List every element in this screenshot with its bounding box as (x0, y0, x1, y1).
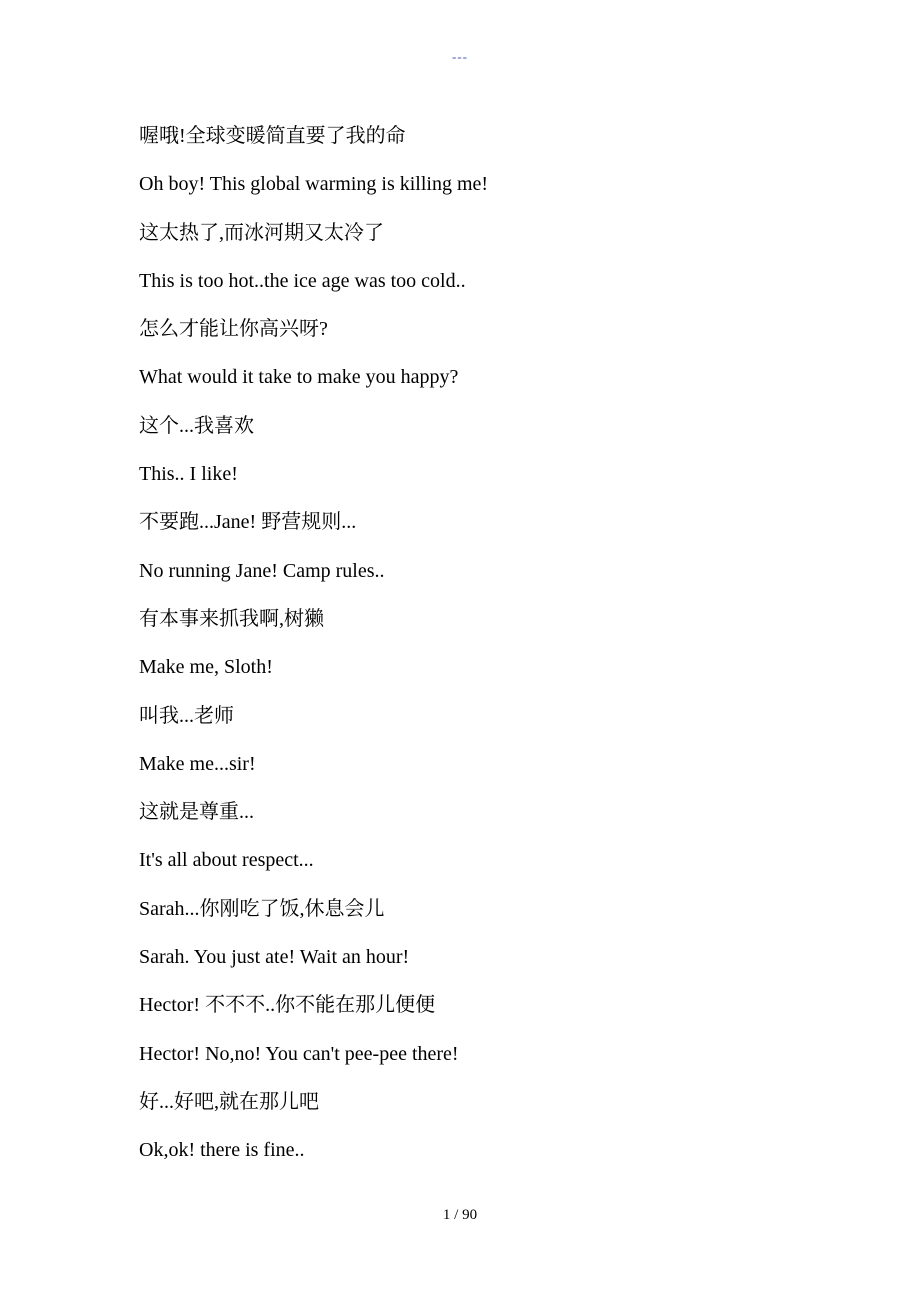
subtitle-line: 好...好吧,就在那儿吧 (139, 1090, 319, 1113)
subtitle-lines (139, 118, 839, 1181)
subtitle-line: Oh boy! This global warming is killing me! (139, 173, 489, 196)
subtitle-line: 这个...我喜欢 (139, 414, 254, 437)
subtitle-line: Make me, Sloth! (139, 656, 273, 679)
subtitle-line: Ok,ok! there is fine.. (139, 1139, 305, 1162)
subtitle-line: Make me...sir! (139, 752, 256, 775)
subtitle-line: This is too hot..the ice age was too cold.. (139, 269, 466, 292)
subtitle-line: No running Jane! Camp rules.. (139, 559, 385, 582)
subtitle-line: 这就是尊重... (139, 801, 254, 824)
page-number: 1 / 90 (442, 1207, 478, 1223)
subtitle-line: Sarah. You just ate! Wait an hour! (139, 946, 410, 969)
subtitle-line: 有本事来抓我啊,树獭 (139, 607, 324, 630)
subtitle-line: 这太热了,而冰河期又太冷了 (139, 221, 384, 244)
subtitle-line: 喔哦!全球变暖简直要了我的命 (139, 125, 406, 147)
subtitle-line: This.. I like! (139, 463, 238, 486)
subtitle-line: 不要跑...Jane! 野营规则... (139, 511, 357, 534)
subtitle-line: 叫我...老师 (139, 704, 234, 727)
subtitle-line: Sarah...你刚吃了饭,休息会儿 (139, 897, 385, 920)
subtitle-line: 怎么才能让你高兴呀? (139, 318, 328, 341)
subtitle-line: Hector! 不不不..你不能在那儿便便 (139, 994, 436, 1017)
header-mark: --- (452, 49, 468, 64)
subtitle-line: What would it take to make you happy? (139, 366, 459, 389)
subtitle-line: Hector! No,no! You can't pee-pee there! (139, 1042, 459, 1065)
subtitle-line: It's all about respect... (139, 849, 314, 872)
